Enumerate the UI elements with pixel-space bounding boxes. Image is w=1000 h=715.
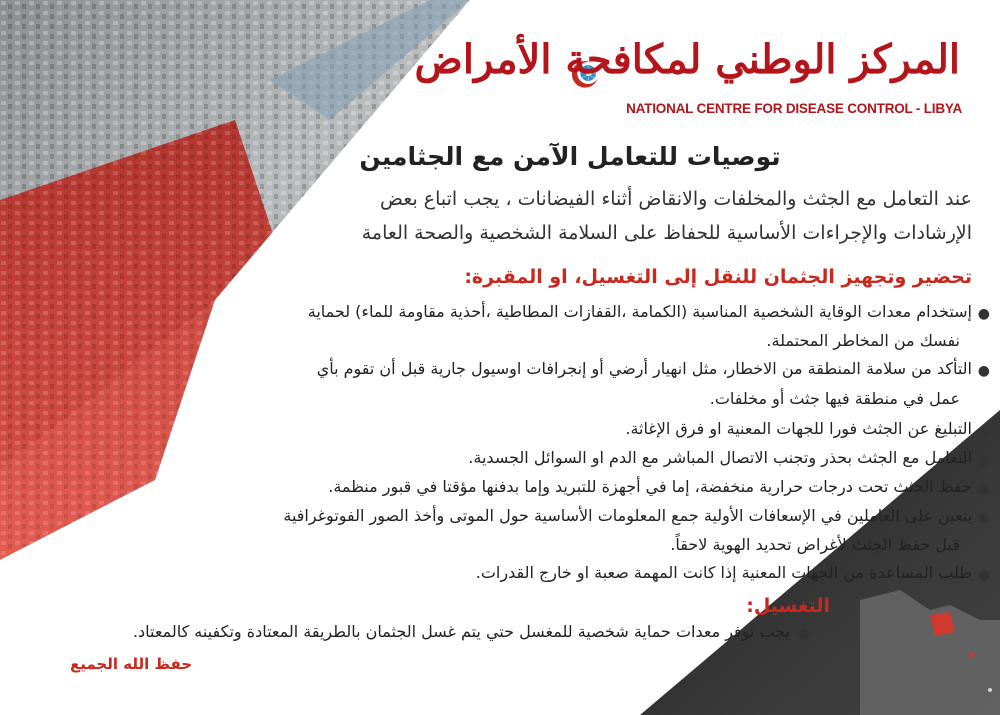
- bullet-text: إستخدام معدات الوقاية الشخصية المناسبة (الكمامة ،القفازات المطاطية ،أحذية مقاومة للماء) لحماية: [307, 302, 972, 321]
- bullet-text: التبليغ عن الجثث فورا للجهات المعنية او فرق الإغاثة.: [625, 419, 972, 438]
- intro-line-2: الإرشادات والإجراءات الأساسية للحفاظ على السلامة الشخصية والصحة العامة: [361, 222, 972, 244]
- bullet-dot-icon: ●: [977, 510, 990, 526]
- bullet-dot-icon: ●: [797, 626, 810, 642]
- bullet-dot-icon: ●: [977, 423, 990, 439]
- bullet-text: يتعين على العاملين في الإسعافات الأولية جمع المعلومات الأساسية حول الموتى وأخذ الصور الفوتوغرافية: [283, 506, 972, 525]
- bullet-text-continued: نفسك من المخاطر المحتملة.: [766, 331, 960, 350]
- logo-english-name: NATIONAL CENTRE FOR DISEASE CONTROL - LIBYA: [626, 101, 962, 116]
- bullet-text-continued: عمل في منطقة فيها جثث أو مخلفات.: [709, 389, 960, 408]
- bullet-text: حفظ الجثث تحت درجات حرارية منخفضة، إما في أجهزة للتبريد وإما بدفنها مؤقتا في قبور منظمة.: [328, 477, 972, 496]
- section-heading-washing: التغسيل:: [746, 595, 830, 617]
- bullet-dot-icon: ●: [977, 363, 990, 379]
- bullet-dot-icon: ●: [977, 481, 990, 497]
- bullet-text: التعامل مع الجثث بحذر وتجنب الاتصال المباشر مع الدم او السوائل الجسدية.: [468, 448, 972, 467]
- bullet-text: يجب توفر معدات حماية شخصية للمغسل حتي يتم غسل الجثمان بالطريقة المعتادة وتكفينه كالمعتاد.: [132, 622, 790, 641]
- bullet-dot-icon: ●: [977, 306, 990, 322]
- logo-arabic-name: المركز الوطني لمكافحة الأمراض: [414, 36, 960, 83]
- bullet-text: التأكد من سلامة المنطقة من الاخطار، مثل انهيار أرضي أو إنجرافات اوسيول جارية قبل أن تقوم بأي: [316, 359, 972, 378]
- closing-phrase: حفظ الله الجميع: [70, 655, 193, 673]
- section-heading-preparation: تحضير وتجهيز الجثمان للنقل إلى التغسيل، او المقبرة:: [464, 266, 972, 288]
- bullet-text: طلب المساعدة من الجهات المعنية إذا كانت المهمة صعبة او خارج القدرات.: [475, 563, 972, 582]
- page-title: توصيات للتعامل الآمن مع الجثامين: [359, 142, 781, 171]
- bullet-text-continued: قبل حفظ الجثث لأغراض تحديد الهوية لاحقاً.: [670, 535, 960, 554]
- bullet-dot-icon: ●: [977, 452, 990, 468]
- bullet-dot-icon: ●: [977, 567, 990, 583]
- intro-line-1: عند التعامل مع الجثث والمخلفات والانقاض أثناء الفيضانات ، يجب اتباع بعض: [380, 188, 972, 210]
